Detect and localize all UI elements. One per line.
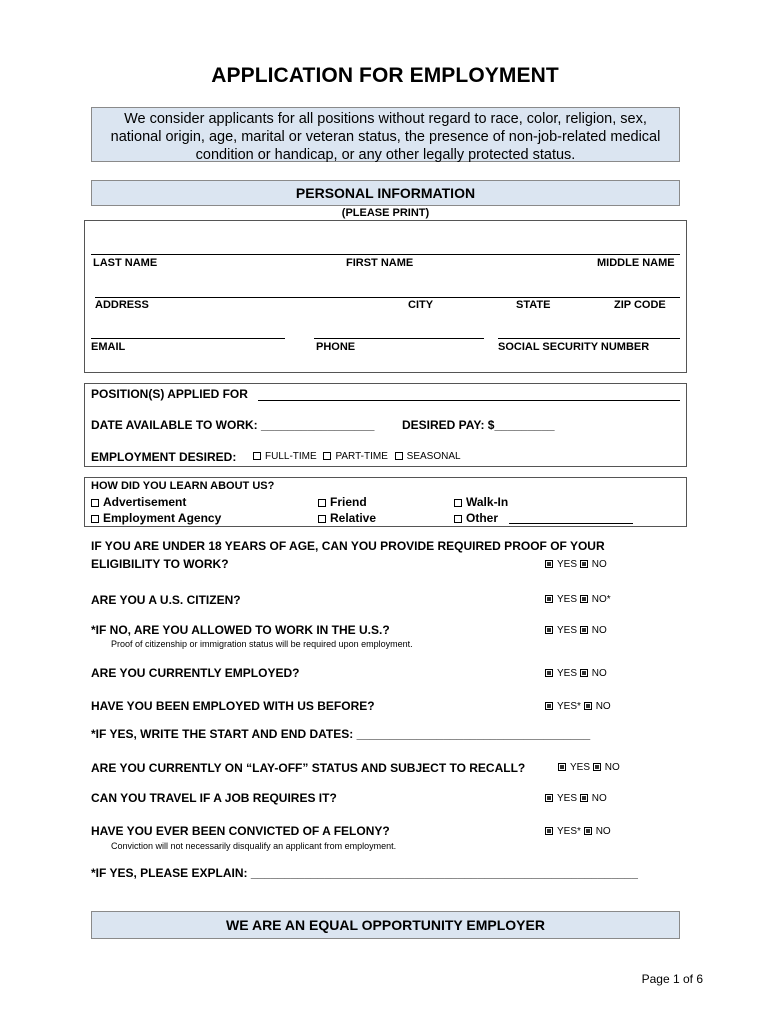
state-label: STATE <box>516 299 551 311</box>
travel-answers <box>545 793 607 804</box>
employment-type-options <box>253 451 461 462</box>
personal-information-heading: PERSONAL INFORMATION <box>91 180 680 206</box>
employed-before-yes-checkbox[interactable] <box>545 702 553 710</box>
allowed-answers <box>545 625 607 636</box>
advertisement-checkbox[interactable] <box>91 499 99 507</box>
allowed-yes-checkbox[interactable] <box>545 626 553 634</box>
city-label: CITY <box>408 299 434 311</box>
yes-label: YES <box>570 762 591 773</box>
employed-no-checkbox[interactable] <box>580 669 588 677</box>
explain-field[interactable]: *IF YES, PLEASE EXPLAIN: __________________________________________________________ <box>91 866 638 880</box>
citizen-answers <box>545 594 611 605</box>
no-label: NO <box>595 826 611 837</box>
notice-line-1: We consider applicants for all positions without regard to race, color, religion, sex, <box>124 111 647 127</box>
yes-star-label: YES* <box>557 826 581 837</box>
allowed-to-work-question: *IF NO, ARE YOU ALLOWED TO WORK IN THE U.S.? <box>91 623 390 637</box>
felony-note: Conviction will not necessarily disqualify an applicant from employment. <box>111 841 397 851</box>
under-18-yes-checkbox[interactable] <box>545 560 553 568</box>
phone-line[interactable] <box>314 338 484 339</box>
full-time-checkbox[interactable] <box>253 452 261 460</box>
felony-answers <box>545 826 611 837</box>
ssn-label: SOCIAL SECURITY NUMBER <box>498 341 650 353</box>
page-title: APPLICATION FOR EMPLOYMENT <box>211 64 559 87</box>
no-star-label: NO* <box>591 594 611 605</box>
under-18-question-line-1: IF YOU ARE UNDER 18 YEARS OF AGE, CAN YOU PROVIDE REQUIRED PROOF OF YOUR <box>91 539 605 553</box>
yes-label: YES <box>557 793 578 804</box>
seasonal-checkbox[interactable] <box>395 452 403 460</box>
no-label: NO <box>591 625 607 636</box>
email-label: EMAIL <box>91 341 126 353</box>
proof-note: Proof of citizenship or immigration status will be required upon employment. <box>111 639 413 649</box>
walk-in-label: Walk-In <box>466 495 509 509</box>
citizen-yes-checkbox[interactable] <box>545 595 553 603</box>
under-18-question-line-2: ELIGIBILITY TO WORK? <box>91 557 229 571</box>
felony-no-checkbox[interactable] <box>584 827 592 835</box>
other-line[interactable] <box>509 523 633 524</box>
desired-pay-field[interactable]: DESIRED PAY: $_________ <box>402 418 555 432</box>
felony-yes-checkbox[interactable] <box>545 827 553 835</box>
address-line[interactable] <box>95 297 680 298</box>
last-name-label: LAST NAME <box>93 257 158 269</box>
relative-option[interactable] <box>318 511 376 525</box>
email-line[interactable] <box>91 338 285 339</box>
layoff-yes-checkbox[interactable] <box>558 763 566 771</box>
date-available-field[interactable]: DATE AVAILABLE TO WORK: _________________ <box>91 418 375 432</box>
yes-label: YES <box>557 559 578 570</box>
part-time-checkbox[interactable] <box>323 452 331 460</box>
equal-opportunity-notice <box>91 107 680 162</box>
employment-agency-label: Employment Agency <box>103 511 222 525</box>
relative-checkbox[interactable] <box>318 515 326 523</box>
position-applied-line[interactable] <box>258 400 680 401</box>
yes-label: YES <box>557 625 578 636</box>
notice-line-2: national origin, age, marital or veteran status, the presence of non-job-related medical <box>110 129 661 145</box>
employment-agency-checkbox[interactable] <box>91 515 99 523</box>
layoff-answers <box>558 762 620 773</box>
please-print-note: (PLEASE PRINT) <box>341 207 430 219</box>
employed-before-answers <box>545 701 611 712</box>
layoff-no-checkbox[interactable] <box>593 763 601 771</box>
relative-label: Relative <box>330 511 377 525</box>
allowed-no-checkbox[interactable] <box>580 626 588 634</box>
other-label: Other <box>466 511 499 525</box>
friend-checkbox[interactable] <box>318 499 326 507</box>
seasonal-label: SEASONAL <box>406 451 461 462</box>
start-end-dates-field[interactable]: *IF YES, WRITE THE START AND END DATES: ___________________________________ <box>91 727 591 741</box>
no-label: NO <box>604 762 620 773</box>
notice-line-3: condition or handicap, or any other legally protected status. <box>195 147 576 163</box>
zip-code-label: ZIP CODE <box>614 299 666 311</box>
under-18-answers <box>545 559 607 570</box>
employed-before-question: HAVE YOU BEEN EMPLOYED WITH US BEFORE? <box>91 699 375 713</box>
name-line[interactable] <box>91 254 680 255</box>
felony-question: HAVE YOU EVER BEEN CONVICTED OF A FELONY? <box>91 824 390 838</box>
equal-opportunity-employer-banner: WE ARE AN EQUAL OPPORTUNITY EMPLOYER <box>91 911 680 939</box>
citizen-question: ARE YOU A U.S. CITIZEN? <box>91 593 241 607</box>
ssn-line[interactable] <box>498 338 680 339</box>
employed-before-no-checkbox[interactable] <box>584 702 592 710</box>
employed-yes-checkbox[interactable] <box>545 669 553 677</box>
citizen-no-checkbox[interactable] <box>580 595 588 603</box>
address-label: ADDRESS <box>95 299 149 311</box>
yes-label: YES <box>557 594 578 605</box>
employment-agency-option[interactable] <box>91 511 221 525</box>
travel-no-checkbox[interactable] <box>580 794 588 802</box>
position-applied-label: POSITION(S) APPLIED FOR <box>91 387 248 401</box>
learn-about-us-question: HOW DID YOU LEARN ABOUT US? <box>91 480 275 492</box>
currently-employed-question: ARE YOU CURRENTLY EMPLOYED? <box>91 666 300 680</box>
phone-label: PHONE <box>316 341 356 353</box>
page-number: Page 1 of 6 <box>641 972 703 986</box>
other-option[interactable] <box>454 511 498 525</box>
employment-desired-label: EMPLOYMENT DESIRED: <box>91 450 237 464</box>
yes-label: YES <box>557 668 578 679</box>
layoff-question: ARE YOU CURRENTLY ON “LAY-OFF” STATUS AND SUBJECT TO RECALL? <box>91 761 526 775</box>
part-time-label: PART-TIME <box>335 451 388 462</box>
full-time-label: FULL-TIME <box>265 451 317 462</box>
friend-option[interactable] <box>318 495 367 509</box>
employed-answers <box>545 668 607 679</box>
under-18-no-checkbox[interactable] <box>580 560 588 568</box>
yes-star-label: YES* <box>557 701 581 712</box>
advertisement-label: Advertisement <box>103 495 187 509</box>
friend-label: Friend <box>330 495 367 509</box>
advertisement-option[interactable] <box>91 495 186 509</box>
travel-question: CAN YOU TRAVEL IF A JOB REQUIRES IT? <box>91 791 337 805</box>
walk-in-checkbox[interactable] <box>454 499 462 507</box>
no-label: NO <box>591 559 607 570</box>
travel-yes-checkbox[interactable] <box>545 794 553 802</box>
no-label: NO <box>591 668 607 679</box>
first-name-label: FIRST NAME <box>346 257 414 269</box>
walk-in-option[interactable] <box>454 495 508 509</box>
no-label: NO <box>595 701 611 712</box>
no-label: NO <box>591 793 607 804</box>
other-checkbox[interactable] <box>454 515 462 523</box>
middle-name-label: MIDDLE NAME <box>597 257 675 269</box>
